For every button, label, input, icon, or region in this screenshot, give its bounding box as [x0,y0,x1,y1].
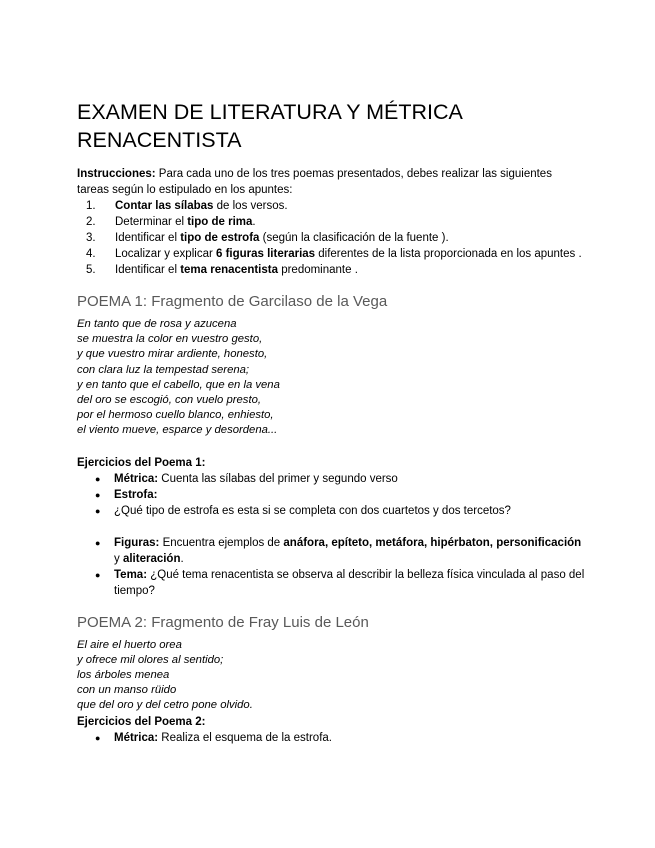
task-number: 2. [86,216,96,228]
task-number: 3. [86,232,96,244]
task-text: Determinar el [115,216,188,228]
task-text: Localizar y explicar [115,248,216,260]
task-item [77,246,587,262]
task-item [77,198,587,214]
task-text: Identificar el [115,232,181,244]
exercise-figuras [77,535,587,567]
task-bold: tipo de rima [187,216,253,228]
task-text: predominante . [278,264,358,276]
task-bold: 6 figuras literarias [215,248,316,260]
exercise-estrofa [77,487,587,503]
poem-line: del oro se escogió, con vuelo presto, [77,394,261,407]
exercise-text: ¿Qué tipo de estrofa es esta si se completa con dos cuartetos y dos tercetos? [114,504,511,517]
task-number: 4. [86,248,96,260]
task-number: 1. [86,200,96,212]
task-text: . [252,216,256,228]
task-text: Identificar el [115,264,181,276]
bullet-icon: ● [95,505,101,516]
poem-1-exercises-title: Ejercicios del Poema 1: [77,456,206,469]
bullet-icon: ● [95,569,101,580]
exercise-label: Estrofa: [114,488,158,501]
poem-line: se muestra la color en vuestro gesto, [77,333,263,346]
poem-line: El aire el huerto orea [77,638,182,651]
task-bold: Contar las sílabas [115,200,214,212]
exercise-tema [77,567,587,599]
exercise-metrica [77,730,587,746]
exercise-text: Realiza el esquema de la estrofa. [158,731,332,744]
page-title: EXAMEN DE LITERATURA Y MÉTRICA RENACENTISTA [77,100,462,152]
exercise-bold: aliteración [122,552,181,565]
poem-2-text [77,638,587,714]
exercise-text: Cuenta las sílabas del primer y segundo verso [158,472,398,485]
exercise-text: . [180,552,184,565]
exercise-text: ¿Qué tema renacentista se observa al describir la belleza física vinculada al paso del tiempo? [114,568,585,597]
exercise-metrica [77,471,587,487]
poem-line: que del oro y del cetro pone olvido. [77,699,253,712]
task-list [77,198,587,278]
task-number: 5. [86,264,96,276]
exercise-label: Figuras: [114,536,160,549]
bullet-icon: ● [95,537,101,548]
poem-1-title: POEMA 1: Fragmento de Garcilaso de la Vega [77,293,388,310]
task-item [77,262,587,278]
exercise-text: y [114,552,123,565]
bullet-icon: ● [95,473,101,484]
exercise-label: Tema: [114,568,148,581]
task-item [77,214,587,230]
task-bold: tema renacentista [180,264,278,276]
poem-line: los árboles menea [77,669,170,682]
poem-line: el viento mueve, esparce y desordena... [77,424,278,437]
bullet-icon: ● [95,732,101,743]
exercise-bold: anáfora, epíteto, metáfora, hipérbaton, personificación [283,536,582,549]
poem-line: y que vuestro mirar ardiente, honesto, [77,348,268,361]
task-text: (según la clasificación de la fuente ). [259,232,449,244]
poem-2-exercise-list [77,730,587,746]
task-bold: tipo de estrofa [180,232,260,244]
exercise-question [77,503,587,519]
instructions-text: Para cada uno de los tres poemas presentados, debes realizar las siguientes tareas según lo estipulado en los apuntes: [77,168,552,196]
exercise-text: Encuentra ejemplos de [159,536,284,549]
poem-1-text [77,317,587,439]
task-text: de los versos. [213,200,288,212]
task-text: diferentes de la lista proporcionada en los apuntes . [315,248,582,260]
poem-1-exercise-list [77,471,587,599]
poem-line: con clara luz la tempestad serena; [77,363,250,376]
poem-line: con un manso rüido [77,684,177,697]
exercise-label: Métrica: [114,472,159,485]
poem-line: por el hermoso cuello blanco, enhiesto, [77,409,274,422]
poem-line: En tanto que de rosa y azucena [77,318,237,330]
poem-line: y en tanto que el cabello, que en la vena [77,378,280,391]
poem-2-exercises-title: Ejercicios del Poema 2: [77,715,206,728]
exercise-label: Métrica: [114,731,159,744]
document-content [77,98,587,746]
poem-2-title: POEMA 2: Fragmento de Fray Luis de León [77,613,369,631]
task-item [77,230,587,246]
instructions-label: Instrucciones: [77,168,156,180]
bullet-icon: ● [95,489,101,500]
instructions-paragraph [77,166,587,198]
poem-line: y ofrece mil olores al sentido; [77,653,224,666]
